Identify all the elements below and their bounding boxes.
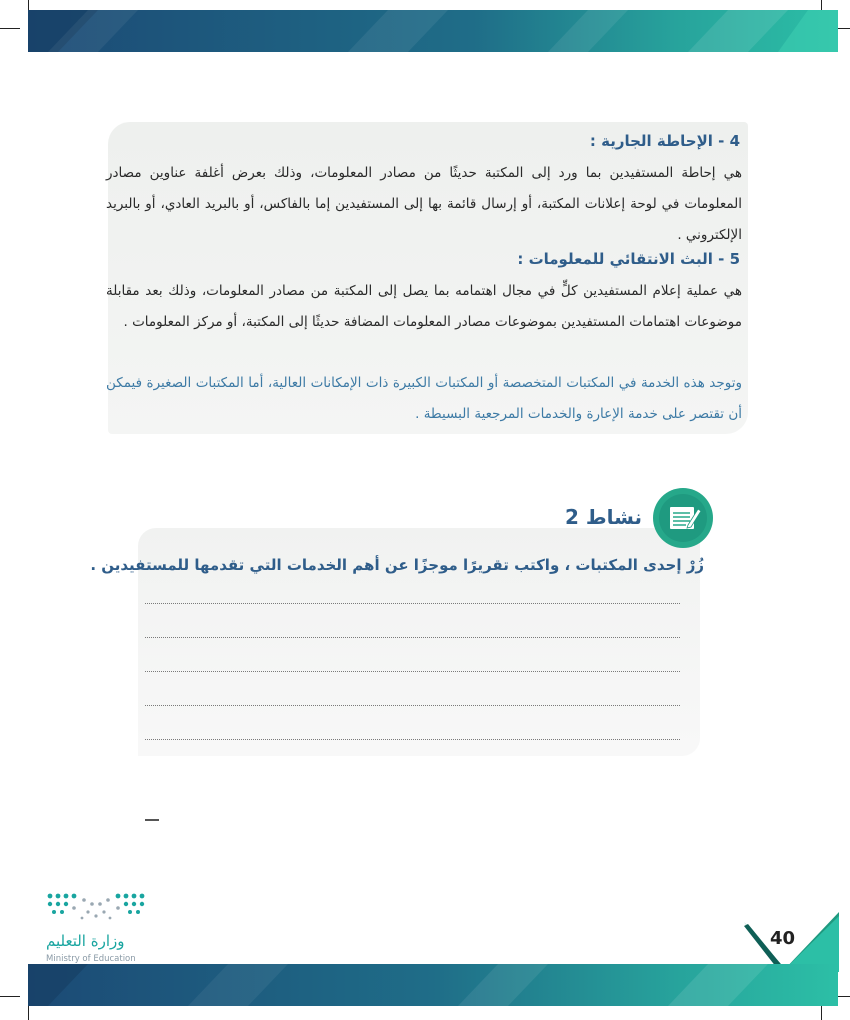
answer-line[interactable] [145,603,680,604]
section-heading-selective-dissemination: 5 - البث الانتقائي للمعلومات : [517,250,740,268]
section-heading-current-awareness: 4 - الإحاطة الجارية : [589,132,740,150]
crop-mark [28,1004,29,1020]
answer-line[interactable] [145,671,680,672]
section-body-current-awareness: هي إحاطة المستفيدين بما ورد إلى المكتبة حديثًا من مصادر المعلومات، وذلك بعرض أغلفة عناوين مصادر المعلومات في لوحة إعلانات المكتبة، أو إرسال قائمة بها إلى المستفيدين إما بالفاكس، أو بالبريد العادي، أو بالبريد الإلكتروني . [106,165,742,243]
top-banner [28,10,838,52]
activity-title: نشاط 2 [564,505,642,529]
bottom-banner [28,964,838,1006]
crop-mark [0,28,20,29]
section-body-selective-dissemination: هي عملية إعلام المستفيدين كلٍّ في مجال اهتمامه بما يصل إلى المكتبة من مصادر المعلومات، وذلك بعد مقابلة موضوعات اهتمامات المستفيدين بموضوعات مصادر المعلومات المضافة حديثًا إلى المكتبة، أو مركز المعلومات . [106,283,742,330]
ministry-logo-icon [44,890,148,930]
ministry-name-english: Ministry of Education [46,954,136,964]
answer-line[interactable] [145,637,680,638]
activity-writing-icon [652,487,714,549]
crop-mark [821,1004,822,1020]
divider-mark [145,819,159,821]
page-number: 40 [770,928,796,949]
answer-line[interactable] [145,705,680,706]
ministry-name-arabic: وزارة التعليم [46,932,125,950]
activity-prompt: زُرْ إحدى المكتبات ، واكتب تقريرًا موجزًا عن أهم الخدمات التي تقدمها للمستفيدين . [90,556,704,574]
crop-mark [0,996,20,997]
note-paragraph: وتوجد هذه الخدمة في المكتبات المتخصصة أو المكتبات الكبيرة ذات الإمكانات العالية، أما المكتبات الصغيرة فيمكن أن تقتصر على خدمة الإعارة والخدمات المرجعية البسيطة . [106,375,742,422]
answer-line[interactable] [145,739,680,740]
